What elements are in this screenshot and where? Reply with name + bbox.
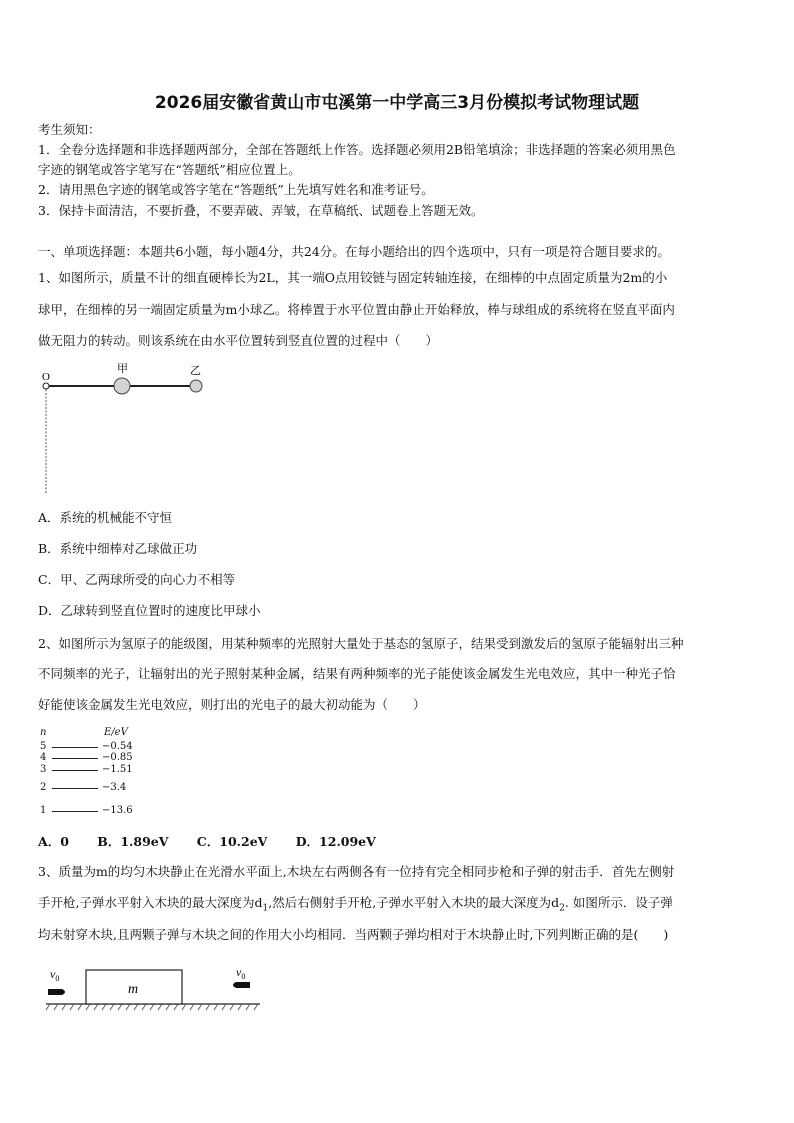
q2-option-c: C．10.2eV	[196, 834, 268, 849]
level-header-n: n	[40, 727, 47, 738]
left-bullet	[48, 989, 65, 995]
q2-options	[38, 832, 400, 850]
level-n: 1	[40, 805, 47, 816]
q1-stem-line: 1、如图所示，质量不计的细直硬棒长为2L，其一端O点用铰链与固定转轴连接，在细棒的中点固定质量为2m的小	[38, 270, 668, 285]
q3-stem-line: 均未射穿木块,且两颗子弹与木块之间的作用大小均相同．当两颗子弹均相对于木块静止时,下列判断正确的是( )	[38, 927, 669, 942]
q3-sub: 2	[559, 903, 565, 914]
q1-option-d: D．乙球转到竖直位置时的速度比甲球小	[38, 603, 261, 618]
q2-stem-line: 不同频率的光子，让辐射出的光子照射某种金属，结果有两种频率的光子能使该金属发生光电效应，其中一种光子恰	[38, 666, 676, 681]
q1-stem-line: 做无阻力的转动。则该系统在由水平位置转到竖直位置的过程中（ ）	[38, 333, 439, 348]
energy-level	[40, 782, 140, 794]
right-velocity-label: $v_0$	[236, 965, 246, 981]
level-line	[52, 747, 98, 748]
level-line	[52, 770, 98, 771]
ball-jia	[114, 378, 130, 394]
level-n: 3	[40, 764, 47, 775]
q3-stem-line: 3、质量为m的均匀木块静止在光滑水平面上,木块左右两侧各有一位持有完全相同步枪和子弹的射击手．首先左侧射	[38, 864, 675, 879]
level-energy: −1.51	[102, 764, 133, 775]
notice-item: 2．请用黑色字迹的钢笔或答字笔在“答题纸”上先填写姓名和准考证号。	[38, 182, 434, 197]
q1-rod-figure	[36, 360, 216, 500]
q3-text: ,然后右侧射手开枪,子弹水平射入木块的最大深度为d	[268, 895, 560, 910]
q2-option-d: D．12.09eV	[295, 834, 376, 849]
q2-stem-line: 2、如图所示为氢原子的能级图，用某种频率的光照射大量处于基态的氢原子，结果受到激发后的氢原子能辐射出三种	[38, 636, 684, 651]
q1-stem-line: 球甲，在细棒的另一端固定质量为m小球乙。将棒置于水平位置由静止开始释放，棒与球组成的系统将在竖直平面内	[38, 302, 675, 317]
q3-text: . 如图所示．设子弹	[564, 895, 673, 910]
level-line	[52, 758, 98, 759]
level-energy: −0.85	[102, 752, 133, 763]
q1-option-a: A．系统的机械能不守恒	[38, 510, 173, 525]
level-header-e: E/eV	[104, 727, 128, 738]
section-heading: 一、单项选择题：本题共6小题，每小题4分，共24分。在每小题给出的四个选项中，只有一项是符合题目要求的。	[38, 244, 670, 259]
level-energy: −3.4	[102, 782, 127, 793]
ball-yi-label: 乙	[190, 365, 201, 377]
notice-item: 1．全卷分选择题和非选择题两部分，全部在答题纸上作答。选择题必须用2B铅笔填涂；非选择题的答案必须用黑色	[38, 142, 676, 157]
q1-option-c: C．甲、乙两球所受的向心力不相等	[38, 572, 236, 587]
left-velocity-label: $v_0$	[50, 967, 60, 983]
ball-jia-label: 甲	[117, 363, 128, 375]
level-line	[52, 788, 98, 789]
q2-stem-line: 好能使该金属发生光电效应，则打出的光电子的最大初动能为（ ）	[38, 697, 426, 712]
level-n: 5	[40, 741, 47, 752]
level-n: 4	[40, 752, 47, 763]
q1-option-b: B．系统中细棒对乙球做正功	[38, 541, 198, 556]
level-line	[52, 811, 98, 812]
energy-level	[40, 805, 140, 817]
energy-level	[40, 752, 140, 764]
block-mass-label: m	[128, 982, 139, 997]
q3-stem-line	[38, 895, 673, 917]
notice-heading: 考生须知：	[38, 122, 101, 137]
energy-level	[40, 764, 140, 776]
notice-item: 3．保持卡面清洁，不要折叠，不要弄破、弄皱，在草稿纸、试题卷上答题无效。	[38, 203, 484, 218]
level-energy: −0.54	[102, 741, 133, 752]
ball-yi	[190, 380, 202, 392]
right-bullet	[233, 982, 250, 988]
level-energy: −13.6	[102, 805, 133, 816]
ground-hatching	[46, 1004, 258, 1010]
level-n: 2	[40, 782, 47, 793]
energy-level-diagram	[40, 727, 140, 821]
pivot-point	[43, 383, 49, 389]
page-title: 2026届安徽省黄山市屯溪第一中学高三3月份模拟考试物理试题	[154, 93, 640, 113]
notice-item: 字迹的钢笔或答字笔写在“答题纸”相应位置上。	[38, 162, 301, 177]
q2-option-b: B．1.89eV	[97, 834, 169, 849]
q3-text: 手开枪,子弹水平射入木块的最大深度为d	[38, 895, 263, 910]
pivot-label: O	[42, 371, 50, 383]
q2-option-a: A．0	[38, 834, 69, 849]
q3-sub: 1	[262, 903, 269, 914]
q3-block-figure	[44, 962, 264, 1014]
